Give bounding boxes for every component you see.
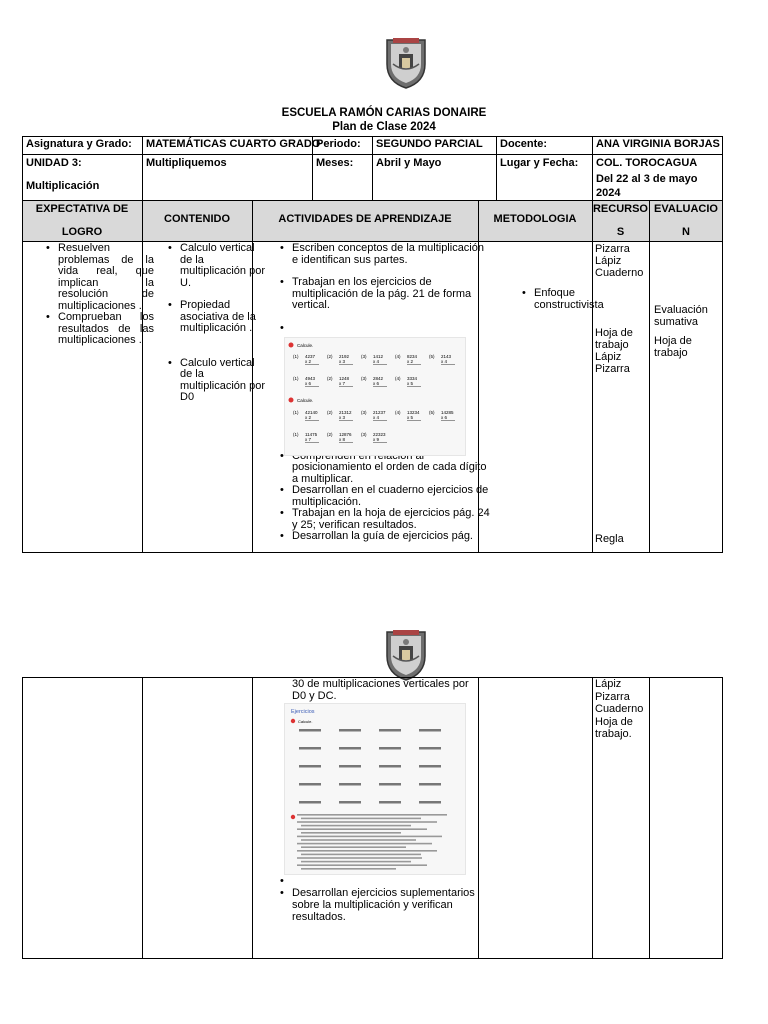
school-crest-logo (383, 34, 429, 90)
ws1-problem-index: (5) (429, 354, 435, 359)
actividad-item: • Trabajan en la hoja de ejercicios pág. 24 y 25; verifican resultados. (292, 508, 492, 531)
ws2-exercise-mark (419, 747, 441, 750)
ws2-exercise-mark (379, 729, 401, 732)
ws1-problem-index: (2) (327, 354, 333, 359)
unidad-label: UNIDAD 3: (26, 157, 82, 169)
actividad-item: • posicionamiento el orden de cada dígito a multiplicar. (292, 451, 492, 486)
contenido-item: • Calculo vertical de la multiplicación por U. (180, 243, 266, 289)
ws1-problem-index: (2) (327, 410, 333, 415)
ws1-problem-index: (2) (327, 376, 333, 381)
ws1-problem-top: 3334 (407, 376, 418, 381)
ws2-text-line (301, 818, 421, 820)
ws1-problem-top: 14285 (441, 410, 454, 415)
asignatura-label-text: Asignatura y Grado: (26, 138, 132, 150)
ws2-exercise-mark (379, 801, 401, 804)
ws1-problem-bottom: x 7 (339, 381, 346, 386)
col-actividades: ACTIVIDADES DE APRENDIZAJE (278, 213, 452, 225)
ws2-title: Ejercicios (291, 709, 315, 715)
ws1-problem-index: (2) (327, 432, 333, 437)
ws1-problem-index: (1) (293, 376, 299, 381)
actividad-continuation: 30 de multiplicaciones verticales por D0 y DC. (292, 678, 469, 702)
recursos-top (595, 243, 649, 279)
logro-item: • Comprueban los resultados de las multiplicaciones . (58, 312, 154, 347)
recursos-mid (595, 327, 649, 375)
recurso-item: Pizarra (595, 363, 630, 375)
unidad-subtitle: Multiplicación (26, 180, 100, 192)
school-name: ESCUELA RAMÓN CARIAS DONAIRE (281, 107, 487, 119)
recurso-item: Cuaderno (595, 267, 644, 279)
actividad-item: • Desarrollan en el cuaderno ejercicios de multiplicación. (292, 485, 492, 508)
recurso-item: Lápiz (595, 255, 622, 267)
ws2-text-line (301, 825, 411, 827)
ws1-problem-bottom: x 7 (305, 437, 312, 442)
ws2-text-line (297, 843, 432, 845)
worksheet-image-2 (284, 703, 466, 875)
ws2-text-line (301, 846, 406, 848)
col-recursos-line1: RECURSO (592, 203, 648, 215)
evaluacion-hoja: Hoja de trabajo (654, 335, 692, 359)
ws1-problem-bottom: x 4 (373, 359, 380, 364)
lesson-plan-grid-page2 (22, 677, 723, 959)
actividad-item: • Desarrollan la guía de ejercicios pág. (292, 531, 492, 543)
periodo-label-text: Periodo: (316, 138, 361, 150)
evaluacion-sumativa: Evaluación sumativa (654, 304, 708, 328)
ws2-text-line (301, 868, 396, 870)
ws2-exercise-mark (299, 747, 321, 750)
ws1-problem-bottom: x 6 (373, 381, 380, 386)
ws2-text-line (297, 821, 437, 823)
ws1-problem-top: 1412 (373, 354, 384, 359)
ws1-problem-bottom: x 4 (441, 359, 448, 364)
col-expectativa-line2: LOGRO (61, 226, 103, 238)
recurso-regla: Regla (595, 533, 624, 545)
ws1-problem-bottom: x 2 (407, 359, 414, 364)
ws1-problem-top: 2842 (373, 376, 384, 381)
ws2-exercise-mark (299, 801, 321, 804)
worksheet-image-1 (284, 337, 466, 456)
ws2-text-line (301, 854, 421, 856)
ws2-exercise-mark (379, 747, 401, 750)
asignatura-value-text: MATEMÁTICAS CUARTO GRADO (146, 138, 321, 150)
ws1-problem-top: 4943 (305, 376, 316, 381)
ws2-exercise-mark (299, 729, 321, 732)
ws2-exercise-mark (339, 729, 361, 732)
ws1-problem-index: (4) (395, 354, 401, 359)
ws2-exercise-mark (419, 783, 441, 786)
recurso-item: Hoja de trabajo. (595, 715, 633, 740)
ws2-exercise-mark (379, 765, 401, 768)
plan-subtitle: Plan de Clase 2024 (332, 121, 436, 133)
recursos-page2 (595, 678, 649, 741)
ws1-problem-bottom: x 4 (373, 415, 380, 420)
col-expectativa-line1: EXPECTATIVA DE (35, 203, 129, 215)
ws1-problem-top: 2192 (339, 354, 350, 359)
ws1-problem-bottom: x 6 (441, 415, 448, 420)
ws1-problem-index: (5) (429, 410, 435, 415)
ws2-exercise-mark (299, 783, 321, 786)
fecha-value: Del 22 al 3 de mayo 2024 (596, 173, 698, 199)
worksheet-1-svg (285, 338, 465, 455)
ws1-problem-index: (3) (361, 376, 367, 381)
ws2-exercise-mark (379, 783, 401, 786)
ws1-problem-top: 21237 (373, 410, 386, 415)
ws1-problem-index: (3) (361, 354, 367, 359)
ws2-exercise-mark (299, 765, 321, 768)
actividad-item: • Trabajan en los ejercicios de multiplicación de la pág. 21 de forma vertical. (292, 277, 492, 312)
ws1-problem-bottom: x 8 (339, 437, 346, 442)
recurso-item: Pizarra (595, 690, 630, 703)
docente-label-text: Docente: (500, 138, 548, 150)
ws2-text-line (301, 832, 401, 834)
ws1-problem-top: 2143 (441, 354, 452, 359)
ws1-problem-bottom: x 5 (407, 381, 414, 386)
contenido-item: • Propiedad asociativa de la multiplicación . (180, 300, 266, 335)
ws1-problem-top: 21312 (339, 410, 352, 415)
contenido-list (162, 243, 266, 404)
ws1-problem-bottom: x 6 (305, 381, 312, 386)
ws1-problem-bottom: x 2 (305, 415, 312, 420)
ws2-text-line (297, 850, 437, 852)
ws2-text-line (297, 814, 447, 816)
actividad-item: • Desarrollan ejercicios suplementarios sobre la multiplicación y verifican resultados. (292, 887, 492, 923)
actividad-item-empty (292, 875, 492, 887)
ws1-problem-bottom: x 3 (339, 415, 346, 420)
col-evaluacion-line2: N (682, 226, 690, 238)
ws1-problem-top: 13234 (407, 410, 420, 415)
ws1-problem-bottom: x 9 (373, 437, 380, 442)
ws2-exercise-mark (419, 729, 441, 732)
worksheet-2-svg (285, 704, 465, 874)
recurso-item: Lápiz (595, 351, 622, 363)
ws2-exercise-mark (419, 765, 441, 768)
lugar-label: Lugar y Fecha: (500, 157, 579, 169)
ws2-exercise-mark (339, 783, 361, 786)
col-evaluacion-line1: EVALUACIO (654, 203, 718, 215)
ws2-exercise-mark (339, 801, 361, 804)
lugar-value: COL. TOROCAGUA (596, 157, 698, 169)
contenido-item: • Calculo vertical de la multiplicación por D0 (180, 358, 266, 404)
ws1-problem-index: (4) (395, 376, 401, 381)
ws1-problem-top: 42140 (305, 410, 318, 415)
recurso-item: Cuaderno (595, 703, 644, 715)
lesson-plan-grid (22, 136, 723, 553)
ws1-problem-index: (1) (293, 410, 299, 415)
ws1-problem-top: 12876 (339, 432, 352, 437)
col-contenido: CONTENIDO (164, 213, 230, 225)
ws2-text-line (297, 836, 442, 838)
recurso-item: Hoja de trabajo (595, 327, 633, 351)
col-recursos-line2: S (616, 226, 625, 238)
ws1-section-b: Calcule. (297, 398, 314, 403)
ws1-problem-top: 4237 (305, 354, 316, 359)
ws2-exercise-mark (419, 801, 441, 804)
meses-value: Abril y Mayo (376, 157, 442, 169)
ws1-problem-top: 1248 (339, 376, 350, 381)
ws1-problem-bottom: x 3 (339, 359, 346, 364)
logro-list (40, 243, 154, 347)
logro-item: • Resuelven problemas de la vida real, que implican la resolución de multiplicaciones . (58, 243, 154, 312)
ws2-section: Calcule. (298, 719, 313, 724)
actividades-list-page2 (274, 875, 492, 923)
ws2-text-line (297, 864, 427, 866)
meses-label: Meses: (316, 157, 354, 169)
metodologia-item: • Enfoque constructivista (534, 288, 606, 311)
ws1-problem-index: (3) (361, 432, 367, 437)
school-heading (0, 106, 768, 134)
ws1-problem-index: (1) (293, 432, 299, 437)
ws1-problem-top: 22323 (373, 432, 386, 437)
actividad-item: • Escriben conceptos de la multiplicación e identifican sus partes. (292, 243, 492, 266)
recurso-item: Pizarra (595, 243, 630, 255)
ws1-problem-index: (3) (361, 410, 367, 415)
ws1-problem-bottom: x 5 (407, 415, 414, 420)
ws1-section-a: Calcule. (297, 343, 314, 348)
ws2-text-line (301, 861, 411, 863)
periodo-value-text: SEGUNDO PARCIAL (376, 138, 483, 150)
school-crest-logo-page2 (383, 626, 429, 682)
col-metodologia: METODOLOGIA (493, 213, 577, 225)
ws1-problem-index: (1) (293, 354, 299, 359)
ws2-text-line (297, 828, 427, 830)
ws2-exercise-mark (339, 747, 361, 750)
ws2-exercise-mark (339, 765, 361, 768)
ws2-text-line (297, 857, 422, 859)
recurso-item: Lápiz (595, 678, 622, 690)
ws1-problem-bottom: x 2 (305, 359, 312, 364)
ws2-text-line (301, 839, 416, 841)
ws1-problem-index: (4) (395, 410, 401, 415)
ws1-problem-top: 8234 (407, 354, 418, 359)
docente-value-text: ANA VIRGINIA BORJAS (596, 138, 720, 150)
metodologia-list (516, 288, 606, 311)
ws1-problem-top: 11475 (305, 432, 318, 437)
actividad-item-empty (292, 323, 492, 335)
tema-value: Multipliquemos (146, 157, 227, 169)
